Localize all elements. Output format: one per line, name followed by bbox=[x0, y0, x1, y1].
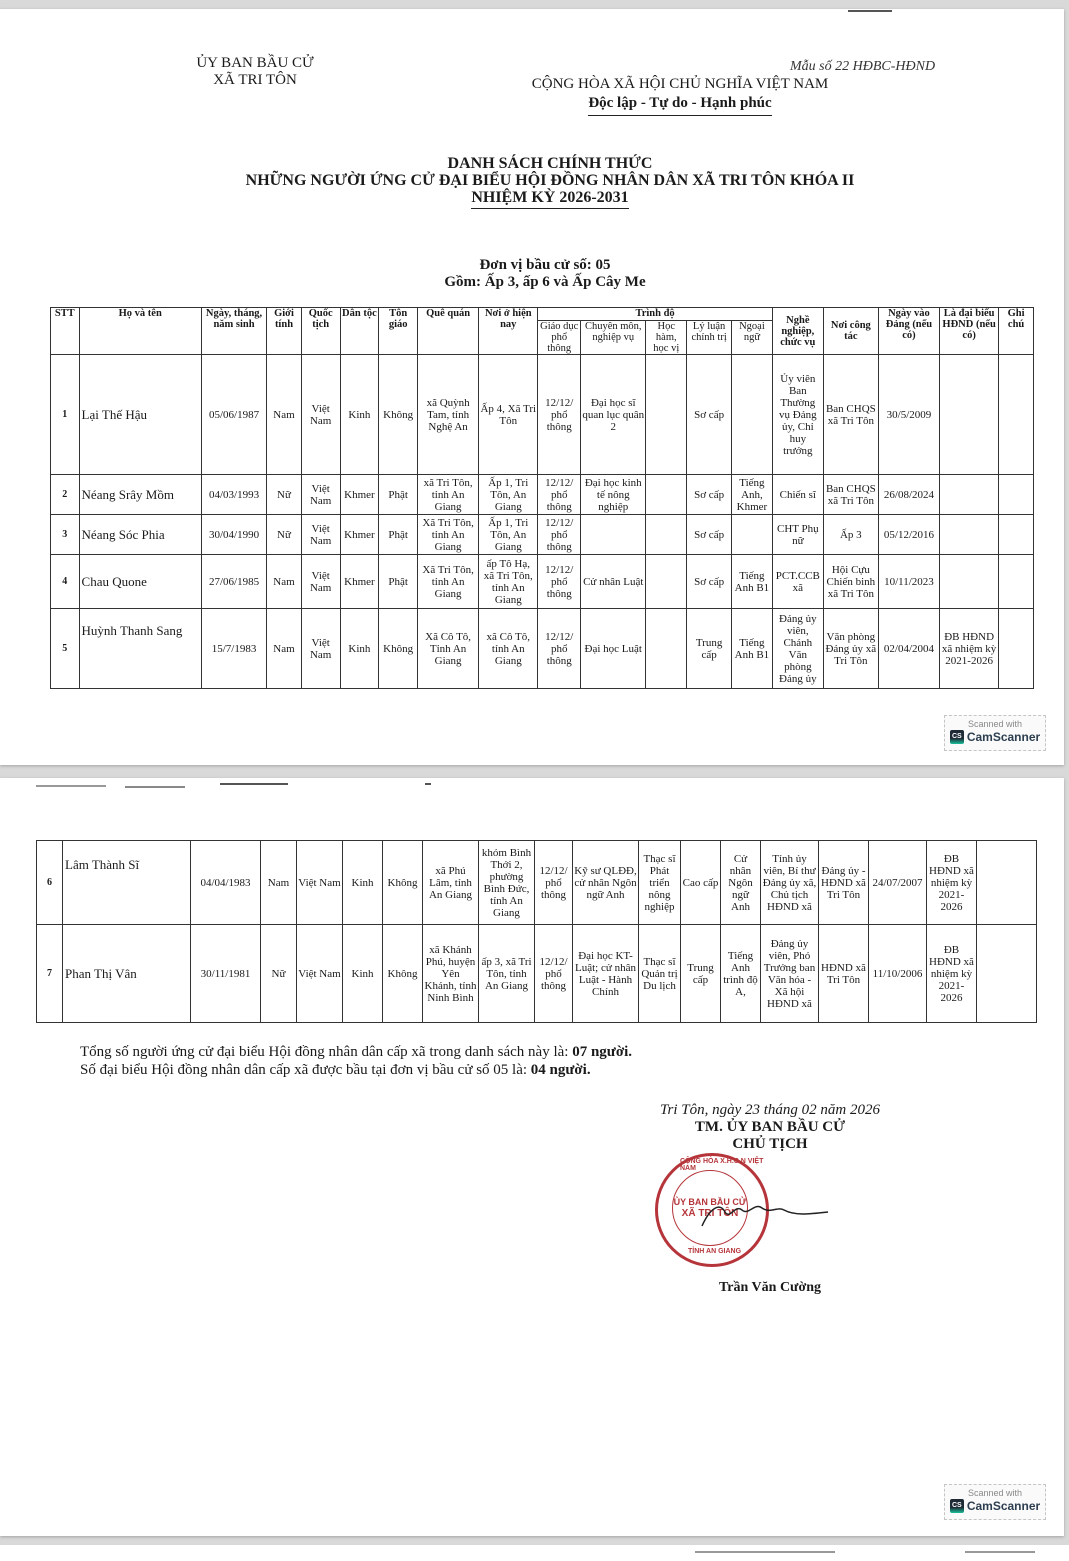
table-row bbox=[51, 555, 1034, 609]
scan-artifact bbox=[695, 1551, 835, 1553]
scan-artifact bbox=[425, 783, 431, 785]
cell-stt: 1 bbox=[51, 355, 80, 475]
table-row bbox=[37, 841, 1037, 925]
cell-political: Sơ cấp bbox=[687, 515, 732, 555]
cell-specialty: Kỹ sư QLĐĐ, cử nhân Ngôn ngữ Anh bbox=[573, 841, 639, 925]
title-line-2: NHỮNG NGƯỜI ỨNG CỬ ĐẠI BIỂU HỘI ĐỒNG NHÂN DÂN XÃ TRI TÔN KHÓA II bbox=[245, 172, 855, 189]
cell-hometown: xã Khánh Phú, huyện Yên Khánh, tỉnh Ninh Bình bbox=[423, 925, 479, 1023]
cell-note bbox=[999, 609, 1034, 689]
cell-workplace: HĐND xã Tri Tôn bbox=[819, 925, 869, 1023]
cell-name: Lại Thế Hậu bbox=[79, 355, 201, 475]
issuer-line-1: ỦY BAN BẦU CỬ bbox=[196, 55, 314, 71]
cell-stt: 7 bbox=[37, 925, 63, 1023]
cell-religion: Không bbox=[383, 925, 423, 1023]
cell-residence: khóm Bình Thới 2, phường Bình Đức, tỉnh An Giang bbox=[479, 841, 535, 925]
form-number: Mẫu số 22 HĐBC-HĐND bbox=[790, 59, 936, 74]
cell-nationality: Việt Nam bbox=[301, 355, 340, 475]
issuer-header bbox=[150, 55, 360, 89]
watermark-caption: Scanned with bbox=[967, 719, 1023, 729]
cell-specialty: Đại học Luật bbox=[581, 609, 646, 689]
cell-nationality: Việt Nam bbox=[301, 609, 340, 689]
cell-residence: Ấp 1, Tri Tôn, An Giang bbox=[479, 515, 538, 555]
stamp-bottom-text: TỈNH AN GIANG bbox=[688, 1248, 742, 1255]
header-stt: STT bbox=[51, 308, 80, 355]
cell-hometown: xã Phú Lâm, tỉnh An Giang bbox=[423, 841, 479, 925]
cell-hometown: xã Tri Tôn, tỉnh An Giang bbox=[418, 475, 479, 515]
scanned-page-1 bbox=[0, 9, 1064, 765]
cell-residence: Ấp 4, Xã Tri Tôn bbox=[479, 355, 538, 475]
cell-name: Chau Quone bbox=[79, 555, 201, 609]
nation-motto: Độc lập - Tự do - Hạnh phúc bbox=[588, 94, 771, 116]
place-date: Tri Tôn, ngày 23 tháng 02 năm 2026 bbox=[659, 1102, 881, 1118]
cell-stt: 2 bbox=[51, 475, 80, 515]
header-residence: Nơi ở hiện nay bbox=[479, 308, 538, 355]
signer-position: CHỦ TỊCH bbox=[732, 1136, 808, 1152]
summary-total-candidates bbox=[80, 1043, 632, 1061]
cell-party-date: 24/07/2007 bbox=[869, 841, 927, 925]
cell-ethnicity: Khmer bbox=[340, 555, 379, 609]
summary-section bbox=[80, 1043, 632, 1079]
cell-workplace: Văn phòng Đảng ủy xã Tri Tôn bbox=[823, 609, 878, 689]
candidate-table-page-1 bbox=[50, 307, 1034, 689]
cell-ethnicity: Kinh bbox=[343, 925, 383, 1023]
scanned-page-2 bbox=[0, 778, 1064, 1536]
title-line-3: NHIỆM KỲ 2026-2031 bbox=[471, 189, 628, 209]
summary-line-2-text: Số đại biểu Hội đồng nhân dân cấp xã được bầu tại đơn vị bầu cử số 05 là: bbox=[80, 1062, 531, 1078]
cell-note bbox=[999, 355, 1034, 475]
header-academic: Học hàm, học vị bbox=[646, 321, 687, 355]
cell-language bbox=[732, 355, 773, 475]
header-language: Ngoại ngữ bbox=[732, 321, 773, 355]
table-row bbox=[51, 355, 1034, 475]
cell-note bbox=[977, 841, 1037, 925]
cell-dob: 27/06/1985 bbox=[201, 555, 266, 609]
cell-residence: ấp 3, xã Tri Tôn, tỉnh An Giang bbox=[479, 925, 535, 1023]
cell-dob: 04/04/1983 bbox=[191, 841, 261, 925]
cell-residence: Ấp 1, Tri Tôn, An Giang bbox=[479, 475, 538, 515]
cell-political: Sơ cấp bbox=[687, 355, 732, 475]
cell-is-delegate: ĐB HĐND xã nhiệm kỳ 2021-2026 bbox=[927, 841, 977, 925]
cell-dob: 30/11/1981 bbox=[191, 925, 261, 1023]
nation-name: CỘNG HÒA XÃ HỘI CHỦ NGHĨA VIỆT NAM bbox=[531, 76, 829, 92]
cell-occupation: CHT Phụ nữ bbox=[772, 515, 823, 555]
cell-name: Lâm Thành Sĩ bbox=[63, 841, 191, 925]
cell-language: Cử nhân Ngôn ngữ Anh bbox=[721, 841, 761, 925]
summary-line-2-value: 04 người. bbox=[530, 1062, 591, 1078]
cell-academic: Thạc sĩ Phát triển nông nghiệp bbox=[639, 841, 681, 925]
cell-workplace: Đảng ủy - HĐND xã Tri Tôn bbox=[819, 841, 869, 925]
summary-line-1-value: 07 người. bbox=[572, 1044, 633, 1060]
header-religion: Tôn giáo bbox=[379, 308, 418, 355]
cell-language: Tiếng Anh trình độ A, bbox=[721, 925, 761, 1023]
cell-general-edu: 12/12/ phổ thông bbox=[535, 841, 573, 925]
cell-gender: Nam bbox=[267, 609, 302, 689]
cell-ethnicity: Kinh bbox=[340, 609, 379, 689]
header-specialty: Chuyên môn, nghiệp vụ bbox=[581, 321, 646, 355]
cell-stt: 5 bbox=[51, 609, 80, 689]
cell-gender: Nữ bbox=[267, 515, 302, 555]
cell-academic bbox=[646, 515, 687, 555]
cell-name: Néang Sóc Phia bbox=[79, 515, 201, 555]
cell-party-date: 05/12/2016 bbox=[878, 515, 939, 555]
cell-residence: xã Cô Tô, tỉnh An Giang bbox=[479, 609, 538, 689]
cell-occupation: PCT.CCB xã bbox=[772, 555, 823, 609]
next-page-edge bbox=[0, 1545, 1069, 1561]
header-general-edu: Giáo dục phổ thông bbox=[538, 321, 581, 355]
header-level-group: Trình độ bbox=[538, 308, 773, 321]
cell-general-edu: 12/12/ phổ thông bbox=[538, 515, 581, 555]
cell-note bbox=[999, 515, 1034, 555]
cell-is-delegate bbox=[940, 555, 999, 609]
document-title bbox=[150, 155, 950, 206]
cell-dob: 30/04/1990 bbox=[201, 515, 266, 555]
cell-stt: 6 bbox=[37, 841, 63, 925]
camscanner-logo-icon: CS bbox=[950, 730, 964, 744]
cell-gender: Nam bbox=[267, 555, 302, 609]
cell-language: Tiếng Anh B1 bbox=[732, 609, 773, 689]
cell-general-edu: 12/12/ phổ thông bbox=[538, 475, 581, 515]
issuer-line-2: XÃ TRI TÔN bbox=[213, 72, 297, 88]
cell-nationality: Việt Nam bbox=[297, 841, 343, 925]
table-row bbox=[51, 475, 1034, 515]
cell-workplace: Hội Cựu Chiến binh xã Tri Tôn bbox=[823, 555, 878, 609]
header-nationality: Quốc tịch bbox=[301, 308, 340, 355]
cell-nationality: Việt Nam bbox=[297, 925, 343, 1023]
cell-dob: 05/06/1987 bbox=[201, 355, 266, 475]
table-row bbox=[37, 925, 1037, 1023]
cell-occupation: Chiến sĩ bbox=[772, 475, 823, 515]
cell-occupation: Ủy viên Ban Thường vụ Đảng ủy, Chỉ huy trưởng bbox=[772, 355, 823, 475]
cell-specialty: Cử nhân Luật bbox=[581, 555, 646, 609]
cell-workplace: Ban CHQS xã Tri Tôn bbox=[823, 355, 878, 475]
summary-line-1-text: Tổng số người ứng cử đại biểu Hội đồng nhân dân cấp xã trong danh sách này là: bbox=[80, 1044, 573, 1060]
camscanner-watermark bbox=[944, 1484, 1046, 1520]
cell-nationality: Việt Nam bbox=[301, 475, 340, 515]
cell-name: Néang Srây Mồm bbox=[79, 475, 201, 515]
scan-artifact bbox=[965, 1551, 1035, 1553]
table-row bbox=[51, 609, 1034, 689]
cell-religion: Không bbox=[379, 609, 418, 689]
cell-stt: 3 bbox=[51, 515, 80, 555]
cell-religion: Phật bbox=[379, 515, 418, 555]
cell-workplace: Ban CHQS xã Tri Tôn bbox=[823, 475, 878, 515]
cell-note bbox=[977, 925, 1037, 1023]
title-line-1: DANH SÁCH CHÍNH THỨC bbox=[447, 155, 653, 172]
cell-religion: Không bbox=[383, 841, 423, 925]
cell-academic: Thạc sĩ Quản trị Du lịch bbox=[639, 925, 681, 1023]
camscanner-watermark bbox=[944, 715, 1046, 751]
camscanner-logo-icon: CS bbox=[950, 1499, 964, 1513]
summary-seats-elected bbox=[80, 1061, 632, 1079]
cell-gender: Nam bbox=[261, 841, 297, 925]
candidate-table-page-2 bbox=[36, 840, 1037, 1023]
scan-artifact bbox=[125, 786, 185, 788]
cell-ethnicity: Kinh bbox=[340, 355, 379, 475]
cell-party-date: 10/11/2023 bbox=[878, 555, 939, 609]
cell-language: Tiếng Anh, Khmer bbox=[732, 475, 773, 515]
cell-academic bbox=[646, 475, 687, 515]
cell-party-date: 26/08/2024 bbox=[878, 475, 939, 515]
cell-gender: Nữ bbox=[267, 475, 302, 515]
cell-gender: Nam bbox=[267, 355, 302, 475]
header-dob: Ngày, tháng, năm sinh bbox=[201, 308, 266, 355]
cell-specialty: Đại học sĩ quan lục quân 2 bbox=[581, 355, 646, 475]
cell-general-edu: 12/12/ phổ thông bbox=[538, 609, 581, 689]
cell-political: Trung cấp bbox=[681, 925, 721, 1023]
cell-stt: 4 bbox=[51, 555, 80, 609]
cell-general-edu: 12/12/ phổ thông bbox=[535, 925, 573, 1023]
cell-specialty: Đại học kinh tế nông nghiệp bbox=[581, 475, 646, 515]
header-hometown: Quê quán bbox=[418, 308, 479, 355]
cell-political: Cao cấp bbox=[681, 841, 721, 925]
cell-ethnicity: Khmer bbox=[340, 475, 379, 515]
cell-note bbox=[999, 475, 1034, 515]
watermark-caption: Scanned with bbox=[967, 1488, 1023, 1498]
header-ethnicity: Dân tộc bbox=[340, 308, 379, 355]
cell-gender: Nữ bbox=[261, 925, 297, 1023]
cell-is-delegate bbox=[940, 355, 999, 475]
table-row bbox=[51, 515, 1034, 555]
cell-occupation: Đảng ủy viên, Phó Trưởng ban Văn hóa - Xã hội HĐND xã bbox=[761, 925, 819, 1023]
cell-nationality: Việt Nam bbox=[301, 555, 340, 609]
cell-language: Tiếng Anh B1 bbox=[732, 555, 773, 609]
cell-academic bbox=[646, 555, 687, 609]
cell-hometown: xã Quỳnh Tam, tỉnh Nghệ An bbox=[418, 355, 479, 475]
cell-party-date: 11/10/2006 bbox=[869, 925, 927, 1023]
scan-artifact bbox=[36, 785, 106, 787]
cell-occupation: Đảng ủy viên, Chánh Văn phòng Đảng ủy bbox=[772, 609, 823, 689]
signature-block bbox=[620, 1102, 920, 1153]
header-workplace: Nơi công tác bbox=[823, 308, 878, 355]
cell-general-edu: 12/12/ phổ thông bbox=[538, 555, 581, 609]
header-party-date: Ngày vào Đảng (nếu có) bbox=[878, 308, 939, 355]
cell-hometown: Xã Tri Tôn, tỉnh An Giang bbox=[418, 555, 479, 609]
cell-specialty bbox=[581, 515, 646, 555]
cell-ethnicity: Khmer bbox=[340, 515, 379, 555]
header-gender: Giới tính bbox=[267, 308, 302, 355]
cell-religion: Không bbox=[379, 355, 418, 475]
header-name: Họ và tên bbox=[79, 308, 201, 355]
header-note: Ghi chú bbox=[999, 308, 1034, 355]
cell-is-delegate: ĐB HĐND xã nhiệm kỳ 2021-2026 bbox=[940, 609, 999, 689]
cell-ethnicity: Kinh bbox=[343, 841, 383, 925]
cell-general-edu: 12/12/ phổ thông bbox=[538, 355, 581, 475]
cell-political: Trung cấp bbox=[687, 609, 732, 689]
cell-is-delegate: ĐB HĐND xã nhiệm kỳ 2021-2026 bbox=[927, 925, 977, 1023]
stamp-line-1: ỦY BAN BẦU CỬ bbox=[673, 1197, 747, 1207]
scan-artifact bbox=[848, 10, 892, 12]
cell-is-delegate bbox=[940, 515, 999, 555]
cell-hometown: Xã Tri Tôn, tỉnh An Giang bbox=[418, 515, 479, 555]
cell-hometown: Xã Cô Tô, Tỉnh An Giang bbox=[418, 609, 479, 689]
header-occupation: Nghề nghiệp, chức vụ bbox=[772, 308, 823, 355]
national-header bbox=[470, 75, 890, 116]
cell-academic bbox=[646, 355, 687, 475]
cell-name: Huỳnh Thanh Sang bbox=[79, 609, 201, 689]
cell-workplace: Ấp 3 bbox=[823, 515, 878, 555]
cell-note bbox=[999, 555, 1034, 609]
electoral-unit bbox=[300, 257, 790, 291]
header-is-delegate: Là đại biểu HĐND (nếu có) bbox=[940, 308, 999, 355]
cell-party-date: 30/5/2009 bbox=[878, 355, 939, 475]
cell-political: Sơ cấp bbox=[687, 555, 732, 609]
cell-language bbox=[732, 515, 773, 555]
signer-name: Trần Văn Cường bbox=[719, 1280, 821, 1295]
cell-nationality: Việt Nam bbox=[301, 515, 340, 555]
cell-dob: 04/03/1993 bbox=[201, 475, 266, 515]
cell-residence: ấp Tô Hạ, xã Tri Tôn, tỉnh An Giang bbox=[479, 555, 538, 609]
unit-areas: Gồm: Ấp 3, ấp 6 và Ấp Cây Me bbox=[444, 274, 646, 290]
stamp-top-text: CỘNG HÒA X.H.C.N VIỆT NAM bbox=[680, 1158, 764, 1172]
cell-political: Sơ cấp bbox=[687, 475, 732, 515]
stamp-line-2: XÃ TRI TÔN bbox=[681, 1208, 739, 1219]
cell-academic bbox=[646, 609, 687, 689]
header-political: Lý luận chính trị bbox=[687, 321, 732, 355]
cell-dob: 15/7/1983 bbox=[201, 609, 266, 689]
scan-artifact bbox=[220, 783, 288, 785]
cell-party-date: 02/04/2004 bbox=[878, 609, 939, 689]
cell-name: Phan Thị Vân bbox=[63, 925, 191, 1023]
watermark-brand: CamScanner bbox=[966, 730, 1041, 744]
handwritten-signature-icon bbox=[700, 1198, 830, 1228]
watermark-brand: CamScanner bbox=[966, 1499, 1041, 1513]
cell-is-delegate bbox=[940, 475, 999, 515]
cell-religion: Phật bbox=[379, 555, 418, 609]
cell-religion: Phật bbox=[379, 475, 418, 515]
unit-number: Đơn vị bầu cử số: 05 bbox=[479, 257, 611, 273]
cell-occupation: Tỉnh ủy viên, Bí thư Đảng ủy xã, Chủ tịch HĐND xã bbox=[761, 841, 819, 925]
on-behalf-of: TM. ỦY BAN BẦU CỬ bbox=[694, 1119, 846, 1135]
cell-specialty: Đại học KT-Luật; cử nhân Luật - Hành Chính bbox=[573, 925, 639, 1023]
